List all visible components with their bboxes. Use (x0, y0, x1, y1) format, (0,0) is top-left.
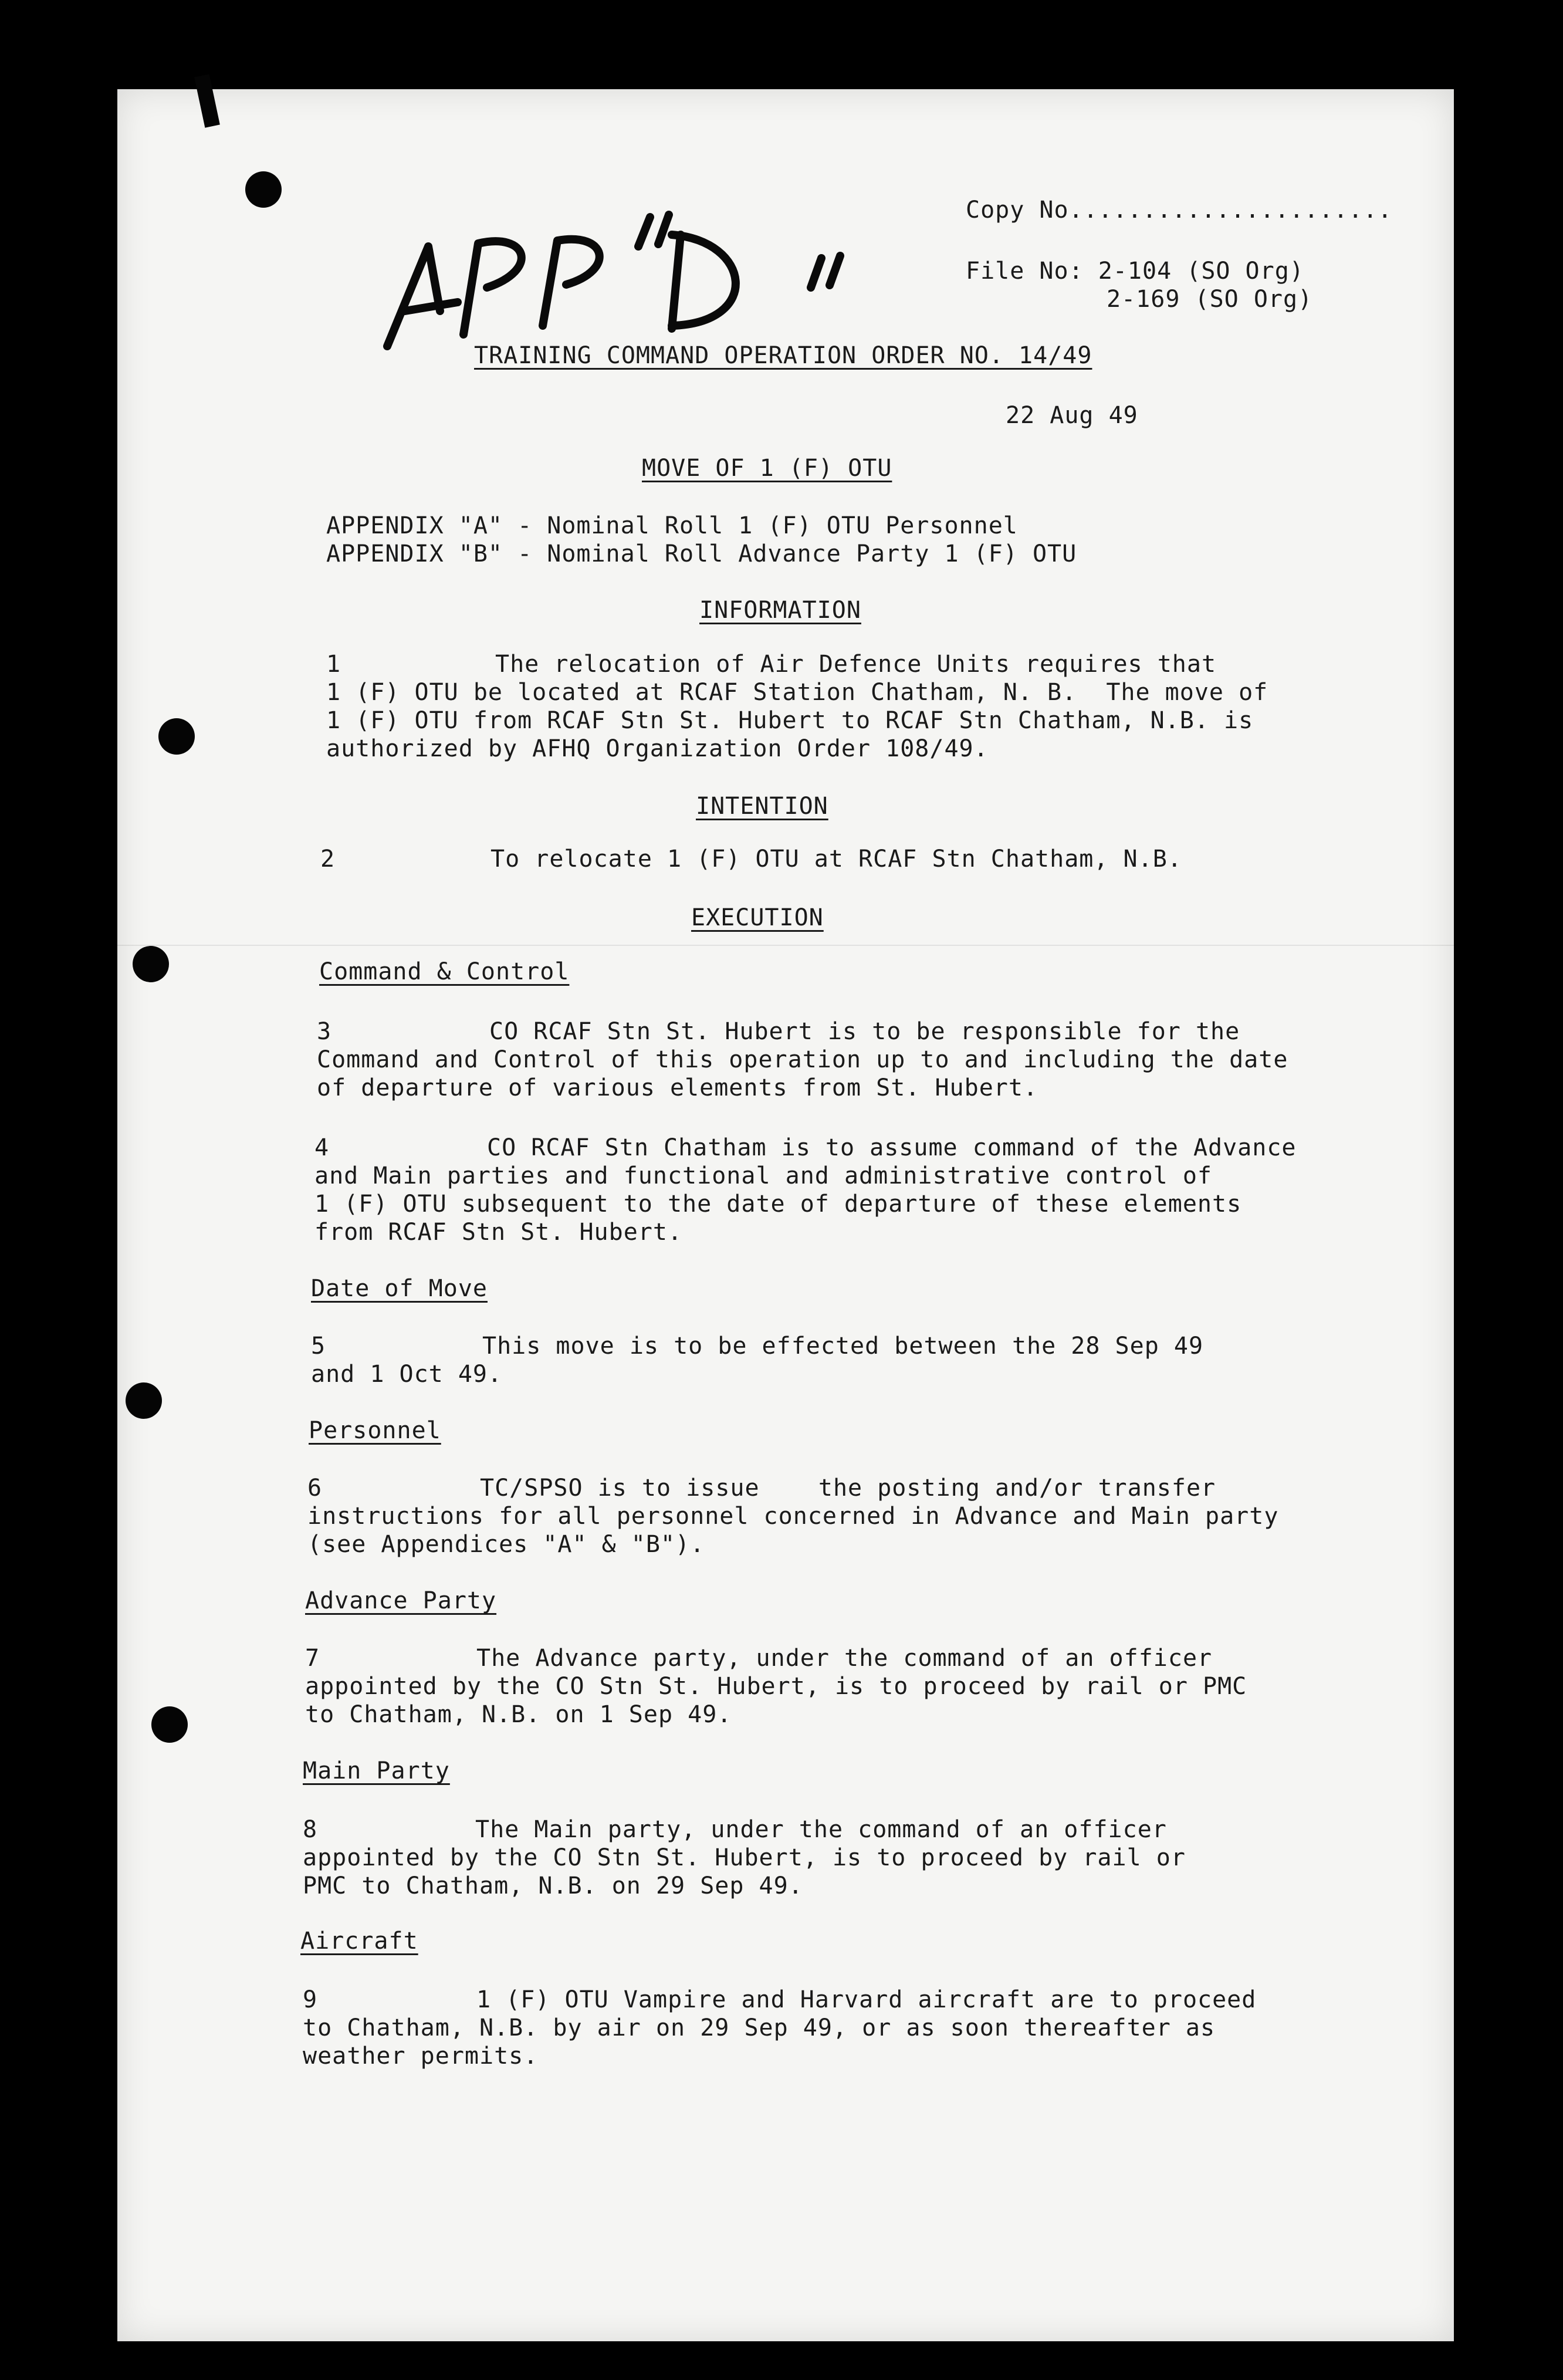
paragraph-line: weather permits. (303, 2043, 539, 2070)
heading-intention: INTENTION (696, 793, 828, 820)
copy-number-line: Copy No...................... (966, 197, 1393, 224)
subheading-command-control: Command & Control (319, 958, 570, 985)
punch-hole (151, 1706, 188, 1743)
paragraph-line: PMC to Chatham, N.B. on 29 Sep 49. (303, 1872, 803, 1899)
appendix-a: APPENDIX "A" - Nominal Roll 1 (F) OTU Personnel (326, 512, 1018, 539)
paragraph-line: Command and Control of this operation up to and including the date (317, 1046, 1288, 1073)
paragraph-number: 5 (311, 1333, 326, 1360)
subheading-personnel: Personnel (309, 1417, 441, 1444)
paragraph-line: 1 (F) OTU Vampire and Harvard aircraft are to proceed (476, 1986, 1257, 2013)
paragraph-line: to Chatham, N.B. by air on 29 Sep 49, or as soon thereafter as (303, 2014, 1216, 2041)
paragraph-line: appointed by the CO Stn St. Hubert, is to proceed by rail or (303, 1844, 1186, 1871)
paragraph-number: 9 (303, 1986, 318, 2013)
order-subject: MOVE OF 1 (F) OTU (642, 455, 892, 482)
paragraph-number: 6 (307, 1475, 323, 1502)
paragraph-number: 1 (326, 651, 341, 678)
subheading-advance-party: Advance Party (305, 1587, 497, 1614)
paragraph-number: 2 (320, 846, 336, 873)
paragraph-line: authorized by AFHQ Organization Order 108/49. (326, 735, 989, 762)
file-number-line-1: File No: 2-104 (SO Org) (966, 258, 1304, 285)
subheading-date-of-move: Date of Move (311, 1275, 488, 1302)
paragraph-line: The Main party, under the command of an officer (475, 1816, 1167, 1843)
paragraph-line: 1 (F) OTU subsequent to the date of departure of these elements (314, 1191, 1242, 1218)
paragraph-line: and 1 Oct 49. (311, 1361, 503, 1388)
paragraph-line: to Chatham, N.B. on 1 Sep 49. (305, 1701, 732, 1728)
order-title: TRAINING COMMAND OPERATION ORDER NO. 14/49 (474, 342, 1092, 369)
paragraph-line: 1 (F) OTU be located at RCAF Station Chatham, N. B. The move of (326, 679, 1268, 706)
paragraph-number: 4 (314, 1134, 330, 1161)
paragraph-line: appointed by the CO Stn St. Hubert, is to proceed by rail or PMC (305, 1673, 1247, 1700)
paragraph-line: To relocate 1 (F) OTU at RCAF Stn Chatham, N.B. (490, 846, 1182, 873)
order-date: 22 Aug 49 (1006, 402, 1138, 429)
paragraph-number: 3 (317, 1018, 332, 1045)
paragraph-line: The Advance party, under the command of an officer (476, 1645, 1213, 1672)
punch-hole (126, 1382, 162, 1419)
paragraph-line: and Main parties and functional and administrative control of (314, 1162, 1213, 1189)
paragraph-number: 7 (305, 1645, 320, 1672)
paragraph-line: CO RCAF Stn St. Hubert is to be responsible for the (489, 1018, 1240, 1045)
paragraph-line: This move is to be effected between the 28 Sep 49 (482, 1333, 1204, 1360)
subheading-aircraft: Aircraft (300, 1928, 418, 1955)
paragraph-line: 1 (F) OTU from RCAF Stn St. Hubert to RCAF Stn Chatham, N.B. is (326, 707, 1254, 734)
punch-hole (133, 946, 169, 982)
heading-information: INFORMATION (699, 597, 861, 624)
page-fold-line (117, 945, 1454, 946)
appendix-b: APPENDIX "B" - Nominal Roll Advance Party 1 (F) OTU (326, 540, 1077, 567)
corner-mark (194, 74, 220, 127)
paragraph-line: instructions for all personnel concerned in Advance and Main party (307, 1503, 1279, 1530)
punch-hole (158, 718, 195, 755)
paragraph-line: The relocation of Air Defence Units requires that (495, 651, 1217, 678)
paragraph-line: CO RCAF Stn Chatham is to assume command of the Advance (487, 1134, 1297, 1161)
subheading-main-party: Main Party (303, 1757, 450, 1784)
file-number-line-2: 2-169 (SO Org) (1107, 286, 1313, 313)
heading-execution: EXECUTION (691, 904, 824, 931)
paragraph-number: 8 (303, 1816, 318, 1843)
paragraph-line: (see Appendices "A" & "B"). (307, 1531, 705, 1558)
paragraph-line: from RCAF Stn St. Hubert. (314, 1219, 683, 1246)
paragraph-line: of departure of various elements from St. Hubert. (317, 1074, 1038, 1101)
document-page (117, 89, 1454, 2341)
punch-hole (245, 171, 282, 208)
paragraph-line: TC/SPSO is to issue the posting and/or transfer (480, 1475, 1216, 1502)
